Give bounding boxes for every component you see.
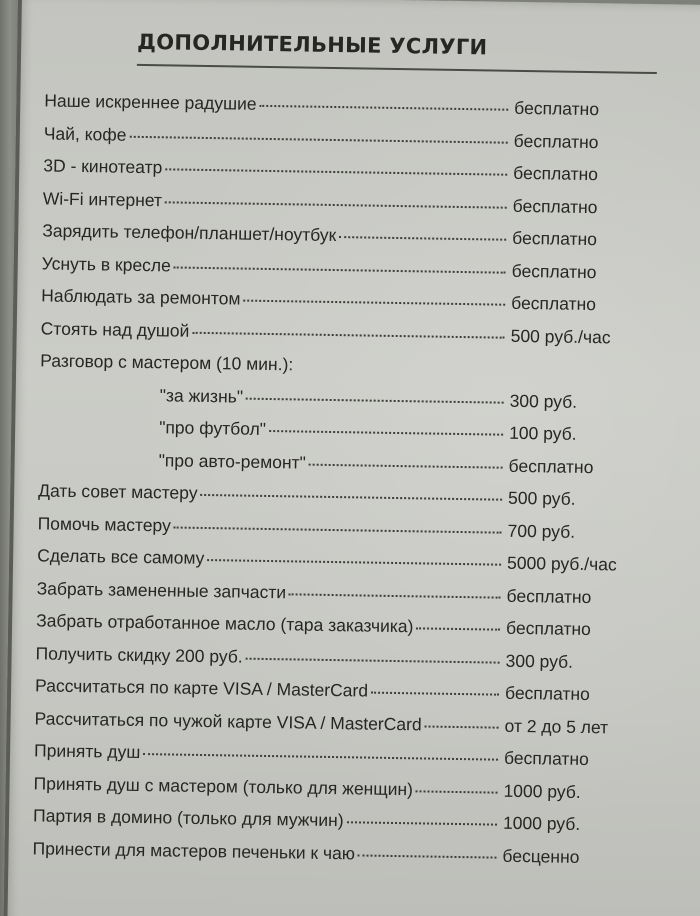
service-price: 100 руб. xyxy=(509,422,577,444)
price-list-sheet xyxy=(3,0,700,916)
service-price: бесплатно xyxy=(513,130,599,152)
service-label: Дать совет мастеру xyxy=(38,480,198,503)
service-label: Разговор с мастером (10 мин.): xyxy=(40,350,294,375)
dot-leader xyxy=(246,657,500,663)
service-price: бесплатно xyxy=(505,617,592,640)
service-label: "про авто-ремонт" xyxy=(158,449,307,473)
dot-leader xyxy=(309,463,503,468)
dot-leader xyxy=(339,236,506,241)
service-price: 1000 руб. xyxy=(503,780,581,802)
dot-leader xyxy=(371,692,499,696)
dot-leader xyxy=(416,790,498,793)
dot-leader xyxy=(165,201,507,208)
service-price: бесплатно xyxy=(512,227,598,250)
service-price: бесплатно xyxy=(512,195,598,217)
service-price: бесплатно xyxy=(511,260,597,282)
dot-leader xyxy=(129,135,507,143)
service-price: 500 руб. xyxy=(507,487,576,509)
dot-leader xyxy=(246,397,504,403)
dot-leader xyxy=(200,494,502,501)
dot-leader xyxy=(358,854,497,858)
service-label: Помочь мастеру xyxy=(37,512,171,535)
service-label: Наше искреннее радушие xyxy=(44,90,257,114)
sheet-edge xyxy=(3,0,22,916)
service-price: бесценно xyxy=(502,845,580,867)
dot-leader xyxy=(192,331,504,338)
page-title: ДОПОЛНИТЕЛЬНЫЕ УСЛУГИ xyxy=(137,29,488,60)
service-label: Принести для мастеров печеньки к чаю xyxy=(32,837,356,863)
service-label: Принять душ с мастером (только для женщин) xyxy=(33,772,414,799)
dot-leader xyxy=(174,526,502,533)
service-label: Сделать все самому xyxy=(37,545,205,568)
service-label: Рассчитаться по чужой карте VISA / MasterCard xyxy=(34,707,422,734)
service-price: 1000 руб. xyxy=(502,812,581,834)
service-price: бесплатно xyxy=(506,585,592,607)
service-label: Рассчитаться по карте VISA / MasterCard xyxy=(34,675,369,701)
service-price: 500 руб./час xyxy=(510,325,611,347)
service-label: Стоять над душой xyxy=(40,317,190,341)
service-label: Забрать замененные запчасти xyxy=(36,577,287,602)
service-price: 300 руб. xyxy=(509,390,578,412)
dot-leader xyxy=(243,300,505,306)
service-label: Wi-Fi интернет xyxy=(42,187,163,210)
service-label: Забрать отработанное масло (тара заказчика) xyxy=(36,610,414,637)
title-underline xyxy=(137,64,657,74)
service-price: 5000 руб./час xyxy=(506,552,617,575)
dot-leader xyxy=(347,821,497,825)
service-label: Наблюдать за ремонтом xyxy=(41,285,241,309)
dot-leader xyxy=(260,105,509,111)
service-label: Уснуть в кресле xyxy=(41,252,172,275)
service-price: бесплатно xyxy=(513,162,599,185)
dot-leader xyxy=(289,593,501,598)
service-price: 700 руб. xyxy=(507,520,576,542)
service-label: Принять душ xyxy=(33,740,141,763)
service-price: 300 руб. xyxy=(505,650,574,672)
dot-leader xyxy=(207,559,501,566)
service-price: бесплатно xyxy=(504,682,590,705)
dot-leader xyxy=(143,753,498,761)
service-price: бесплатно xyxy=(514,97,600,120)
service-label: "про футбол" xyxy=(159,417,267,439)
dot-leader xyxy=(165,168,507,175)
service-label: Получить скидку 200 руб. xyxy=(35,642,243,667)
dot-leader xyxy=(269,430,503,436)
service-price: от 2 до 5 лет xyxy=(504,715,609,737)
dot-leader xyxy=(174,266,506,273)
service-price: бесплатно xyxy=(511,292,597,315)
service-price: бесплатно xyxy=(503,747,589,770)
service-label: 3D - кинотеатр xyxy=(43,155,163,178)
dot-leader xyxy=(425,725,499,728)
service-label: Чай, кофе xyxy=(43,122,127,145)
service-label: Партия в домино (только для мужчин) xyxy=(32,805,344,831)
service-label: "за жизнь" xyxy=(159,384,244,407)
dot-leader xyxy=(416,627,500,630)
service-price: бесплатно xyxy=(508,455,594,477)
service-label: Зарядить телефон/планшет/ноутбук xyxy=(42,220,337,246)
services-list xyxy=(32,90,654,879)
